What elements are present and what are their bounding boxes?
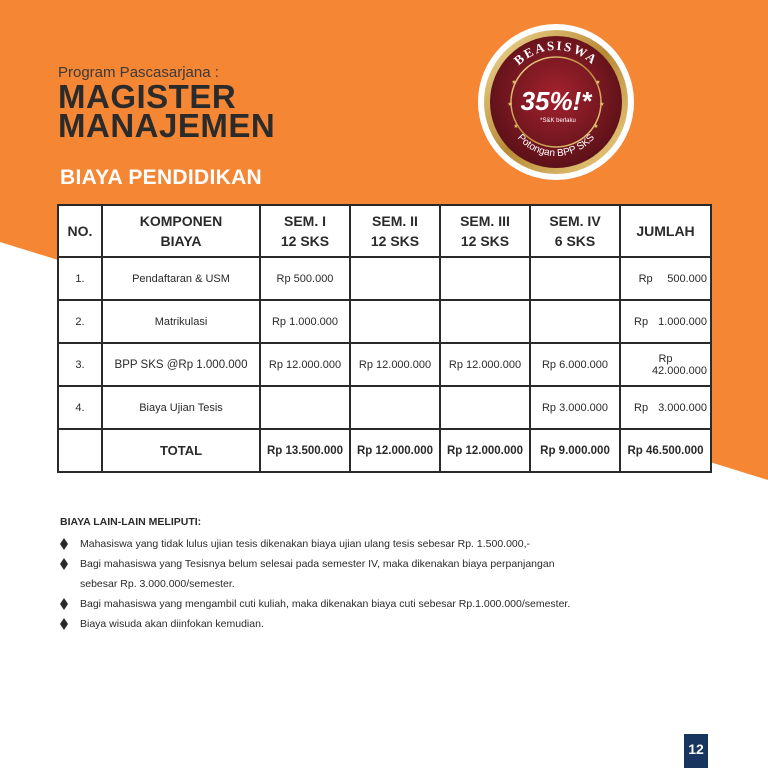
svg-text:★: ★: [507, 102, 513, 108]
other-fees-title: BIAYA LAIN-LAIN MELIPUTI:: [60, 516, 202, 528]
cell-no: 2.: [58, 300, 102, 343]
cell-jumlah: Rp 42.000.000: [620, 343, 711, 386]
cell-no: 3.: [58, 343, 102, 386]
table-row: [58, 300, 711, 343]
list-item: Mahasiswa yang tidak lulus ujian tesis dikenakan biaya ujian ulang tesis sebesar Rp. 1.500.000,-: [60, 534, 700, 554]
header-jumlah: JUMLAH: [620, 205, 711, 257]
total-sem4: Rp 9.000.000: [530, 429, 620, 472]
header-sem1: SEM. I 12 SKS: [260, 205, 350, 257]
total-label: TOTAL: [102, 429, 260, 472]
table-row: [58, 257, 711, 300]
cell-jumlah: Rp 1.000.000: [620, 300, 711, 343]
page-number: 12: [684, 734, 708, 768]
badge-top-text: BEASISWA: [510, 37, 602, 68]
cell-sem2: [350, 386, 440, 429]
cell-sem3: Rp 12.000.000: [440, 343, 530, 386]
table-header-row: [58, 205, 711, 257]
svg-text:★: ★: [599, 102, 605, 108]
diamond-bullet-icon: [60, 618, 68, 630]
diamond-bullet-icon: [60, 598, 68, 610]
cell-jumlah: Rp 3.000.000: [620, 386, 711, 429]
other-fees-section: [60, 516, 700, 634]
diamond-bullet-icon: [60, 538, 68, 550]
cell-sem3: [440, 386, 530, 429]
cell-no: 4.: [58, 386, 102, 429]
svg-text:★: ★: [511, 80, 517, 86]
total-sem2: Rp 12.000.000: [350, 429, 440, 472]
title-line-2: MANAJEMEN: [58, 107, 276, 144]
cell-sem4: Rp 6.000.000: [530, 343, 620, 386]
svg-text:★: ★: [513, 124, 519, 130]
list-item: Bagi mahasiswa yang mengambil cuti kuliah, maka dikenakan biaya cuti sebesar Rp.1.000.000/semester.: [60, 594, 700, 614]
badge-note: *S&K berlaku: [540, 118, 576, 124]
cell-no: 1.: [58, 257, 102, 300]
cell-sem2: [350, 300, 440, 343]
cell-sem1: Rp 1.000.000: [260, 300, 350, 343]
scholarship-badge: [476, 22, 636, 182]
header-sem3: SEM. III 12 SKS: [440, 205, 530, 257]
cell-komponen: BPP SKS @Rp 1.000.000: [102, 343, 260, 386]
section-title: BIAYA PENDIDIKAN: [60, 166, 263, 189]
cell-komponen: Pendaftaran & USM: [102, 257, 260, 300]
cell-jumlah: Rp 500.000: [620, 257, 711, 300]
cell-komponen: Matrikulasi: [102, 300, 260, 343]
cell-sem3: [440, 300, 530, 343]
header-no: NO.: [58, 205, 102, 257]
header-sem4: SEM. IV 6 SKS: [530, 205, 620, 257]
badge-percent: 35%!*: [520, 86, 592, 116]
table-row: [58, 386, 711, 429]
cell-no-empty: [58, 429, 102, 472]
other-fees-list: [60, 534, 700, 634]
cell-sem4: Rp 3.000.000: [530, 386, 620, 429]
cell-sem1: [260, 386, 350, 429]
cell-sem2: Rp 12.000.000: [350, 343, 440, 386]
cell-sem3: [440, 257, 530, 300]
diamond-bullet-icon: [60, 558, 68, 570]
fee-table: [57, 204, 712, 473]
cell-sem4: [530, 300, 620, 343]
cell-sem1: Rp 12.000.000: [260, 343, 350, 386]
cell-sem4: [530, 257, 620, 300]
total-jumlah: Rp 46.500.000: [620, 429, 711, 472]
svg-text:★: ★: [593, 124, 599, 130]
svg-text:★: ★: [595, 80, 601, 86]
list-item: Biaya wisuda akan diinfokan kemudian.: [60, 614, 700, 634]
header-sem2: SEM. II 12 SKS: [350, 205, 440, 257]
table-total-row: [58, 429, 711, 472]
cell-sem2: [350, 257, 440, 300]
title-line-1: MAGISTER: [58, 78, 237, 115]
cell-sem1: Rp 500.000: [260, 257, 350, 300]
header-komponen: KOMPONEN BIAYA: [102, 205, 260, 257]
total-sem3: Rp 12.000.000: [440, 429, 530, 472]
badge-bottom-text: Potongan BPP SKS: [515, 132, 597, 160]
cell-komponen: Biaya Ujian Tesis: [102, 386, 260, 429]
program-subtitle: Program Pascasarjana :: [58, 64, 219, 81]
list-item: Bagi mahasiswa yang Tesisnya belum selesai pada semester IV, maka dikenakan biaya perpanjangan sebesar Rp. 3.000.000/semester.: [60, 554, 700, 594]
table-row: [58, 343, 711, 386]
total-sem1: Rp 13.500.000: [260, 429, 350, 472]
page-title: [58, 78, 276, 144]
